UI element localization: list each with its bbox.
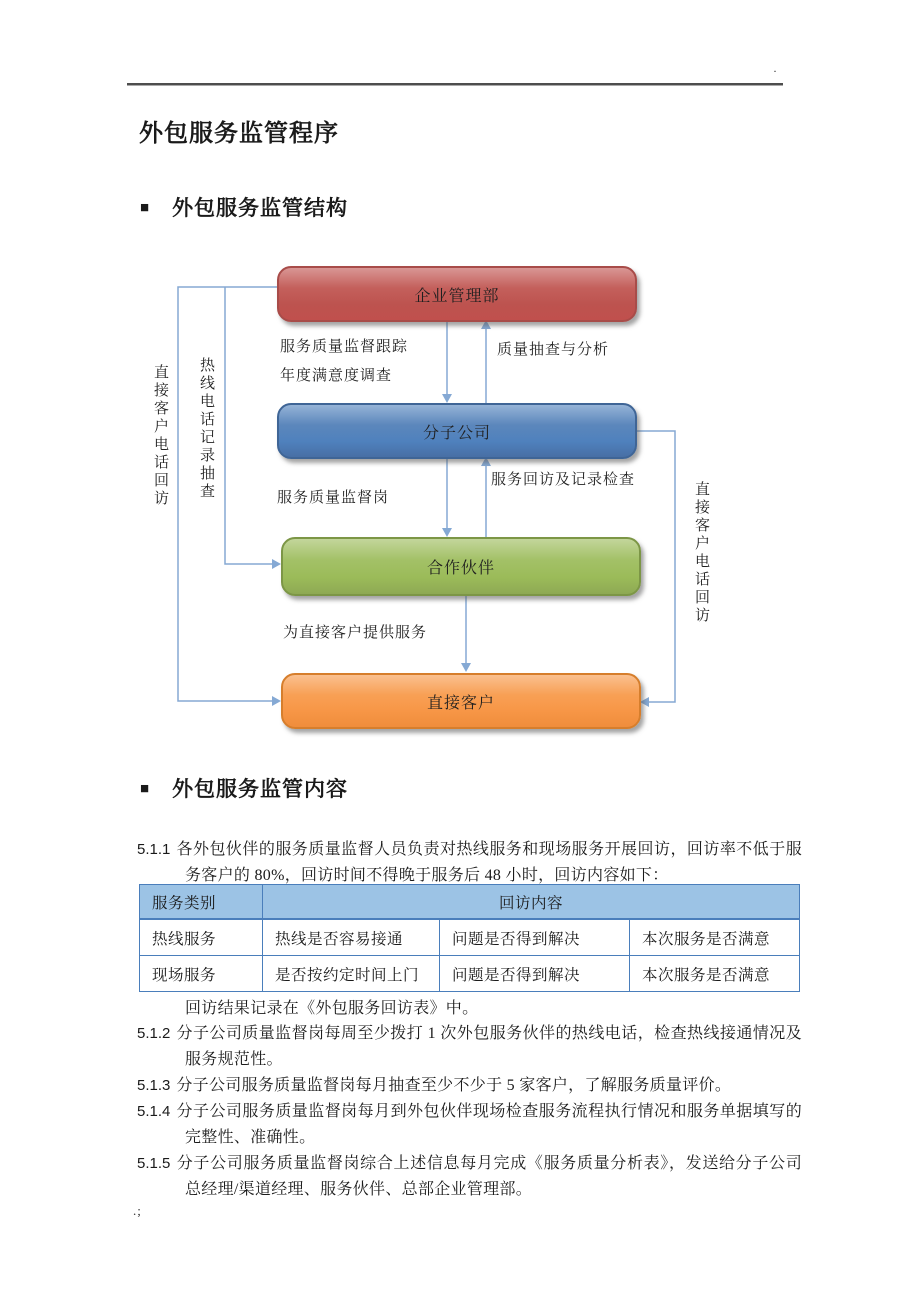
section-heading-label: 外包服务监管结构 [172,196,349,220]
edge-label-supervision-tracking: 服务质量监督跟踪 年度满意度调查 [280,339,409,384]
paragraph-5-1-4 [137,1099,802,1151]
footer-mark: .; [133,1203,142,1218]
flow-node-label: 合作伙伴 [426,560,495,577]
section-heading-label: 外包服务监管内容 [172,777,349,801]
cell: 问题是否得到解决 [440,919,630,956]
page-header-rule [127,83,783,86]
header-cell-service-type: 服务类别 [140,885,263,920]
flow-node-label: 企业管理部 [414,287,500,305]
edge-label-provide-service: 为直接客户提供服务 [283,625,428,641]
paragraph-number: 5.1.3 [137,1077,171,1094]
cell: 热线服务 [140,919,263,956]
paragraph-text: 各外包伙伴的服务质量监督人员负责对热线服务和现场服务开展回访，回访率不低于服务客户的 80%，回访时间不得晚于服务后 48 小时，回访内容如下： [176,841,802,884]
edge-label-quality-sampling: 质量抽查与分析 [497,342,610,358]
paragraph-number: 5.1.4 [137,1103,171,1120]
section-heading-content [140,773,348,803]
paragraph-5-1-1 [137,837,802,889]
flow-node-label: 直接客户 [426,694,495,712]
paragraph-text: 分子公司服务质量监督岗综合上述信息每月完成《服务质量分析表》，发送给分子公司总经理/渠道经理、服务伙伴、总部企业管理部。 [176,1155,802,1198]
square-bullet-icon: ■ [140,199,150,216]
document-title: 外包服务监管程序 [139,121,339,147]
section-heading-structure [140,192,348,222]
paragraph-5-1-2 [137,1021,802,1073]
paragraph-number: 5.1.2 [137,1025,171,1042]
cell: 问题是否得到解决 [440,956,630,992]
edge-label-quality-post: 服务质量监督岗 [277,490,390,506]
table-note: 回访结果记录在《外包服务回访表》中。 [185,1000,479,1017]
flow-node-subsidiary [277,403,637,459]
table-row [140,919,800,956]
review-content-table [139,884,800,992]
flow-node-direct-customer [281,673,641,729]
cell: 现场服务 [140,956,263,992]
paragraph-text: 分子公司服务质量监督岗每月抽查至少不少于 5 家客户，了解服务质量评价。 [176,1077,732,1094]
header-cell-review-content: 回访内容 [263,885,800,920]
paragraph-number: 5.1.1 [137,841,171,858]
flow-node-label: 分子公司 [422,424,491,442]
flow-node-partner [281,537,641,596]
edge-label-direct-customer-callback-left: 直接客户电话回访 [152,364,168,508]
corner-mark: · [773,64,777,78]
table-row [140,956,800,992]
cell: 本次服务是否满意 [630,956,800,992]
flow-node-enterprise-management [277,266,637,322]
paragraph-text: 分子公司质量监督岗每周至少拨打 1 次外包服务伙伴的热线电话，检查热线接通情况及服务规范性。 [176,1025,802,1068]
square-bullet-icon: ■ [140,780,150,797]
cell: 热线是否容易接通 [263,919,440,956]
paragraph-5-1-3 [137,1073,802,1099]
edge-label-service-review-check: 服务回访及记录检查 [491,472,636,488]
paragraph-5-1-5 [137,1151,802,1203]
paragraph-text: 分子公司服务质量监督岗每月到外包伙伴现场检查服务流程执行情况和服务单据填写的完整性、准确性。 [176,1103,802,1146]
cell: 本次服务是否满意 [630,919,800,956]
paragraph-number: 5.1.5 [137,1155,171,1172]
edge-label-direct-customer-callback-right: 直接客户电话回访 [693,481,709,625]
edge-label-hotline-record-check: 热线电话记录抽查 [198,357,214,501]
cell: 是否按约定时间上门 [263,956,440,992]
table-header-row [140,885,800,920]
